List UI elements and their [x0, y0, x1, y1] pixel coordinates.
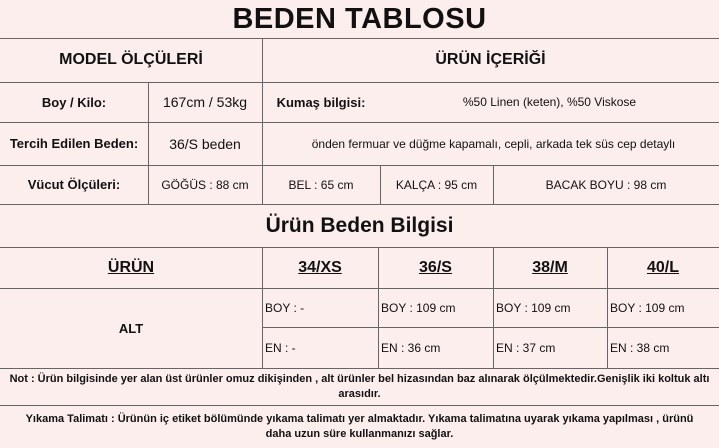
leg-length-measurement: BACAK BOYU : 98 cm [545, 177, 667, 192]
width-34-xs: EN : - [265, 340, 296, 355]
fabric-value: %50 Linen (keten), %50 Viskose [462, 95, 637, 109]
hip-measurement: KALÇA : 95 cm [395, 177, 478, 192]
product-content-heading: ÜRÜN İÇERİĞİ [435, 51, 546, 68]
fabric-label: Kumaş bilgisi: [276, 94, 366, 110]
width-40-l: EN : 38 cm [610, 340, 670, 355]
product-description: önden fermuar ve düğme kapamalı, cepli, arkada tek süs cep detaylı [311, 136, 676, 151]
care-instructions: Yıkama Talimatı : Ürünün iç etiket bölümünde yıkama talimatı yer almaktadır. Yıkama talimatına uyarak yıkama yapılması , ürünü daha uzun süre kullanmanızı sağlar. [25, 413, 694, 440]
preferred-size-value: 36/S beden [169, 135, 241, 152]
chest-measurement: GÖĞÜS : 88 cm [161, 177, 249, 192]
length-34-xs: BOY : - [265, 300, 305, 315]
width-38-m: EN : 37 cm [496, 340, 556, 355]
page-title: BEDEN TABLOSU [232, 2, 487, 35]
size-info-heading: Ürün Beden Bilgisi [265, 213, 454, 237]
size-header-40-l: 40/L [646, 258, 679, 276]
model-measurements-heading: MODEL ÖLÇÜLERİ [59, 51, 203, 68]
body-measurements-label: Vücut Ölçüleri: [27, 177, 121, 192]
measurement-note: Not : Ürün bilgisinde yer alan üst ürünler omuz dikişinden , alt ürünler bel hizasından baz alınarak ölçülmektedir.Genişlik iki koltuk altı arasıdır. [9, 373, 710, 400]
size-header-34-xs: 34/XS [298, 258, 342, 276]
size-header-36-s: 36/S [419, 258, 452, 276]
length-40-l: BOY : 109 cm [610, 300, 685, 315]
height-weight-value: 167cm / 53kg [162, 94, 248, 110]
size-header-38-m: 38/M [532, 258, 568, 276]
waist-measurement: BEL : 65 cm [288, 177, 354, 192]
row-label-alt: ALT [118, 320, 144, 336]
height-weight-label: Boy / Kilo: [41, 94, 107, 110]
length-38-m: BOY : 109 cm [496, 300, 571, 315]
length-36-s: BOY : 109 cm [381, 300, 456, 315]
width-36-s: EN : 36 cm [381, 340, 441, 355]
product-column-header: ÜRÜN [107, 258, 155, 276]
preferred-size-label: Tercih Edilen Beden: [9, 136, 139, 151]
